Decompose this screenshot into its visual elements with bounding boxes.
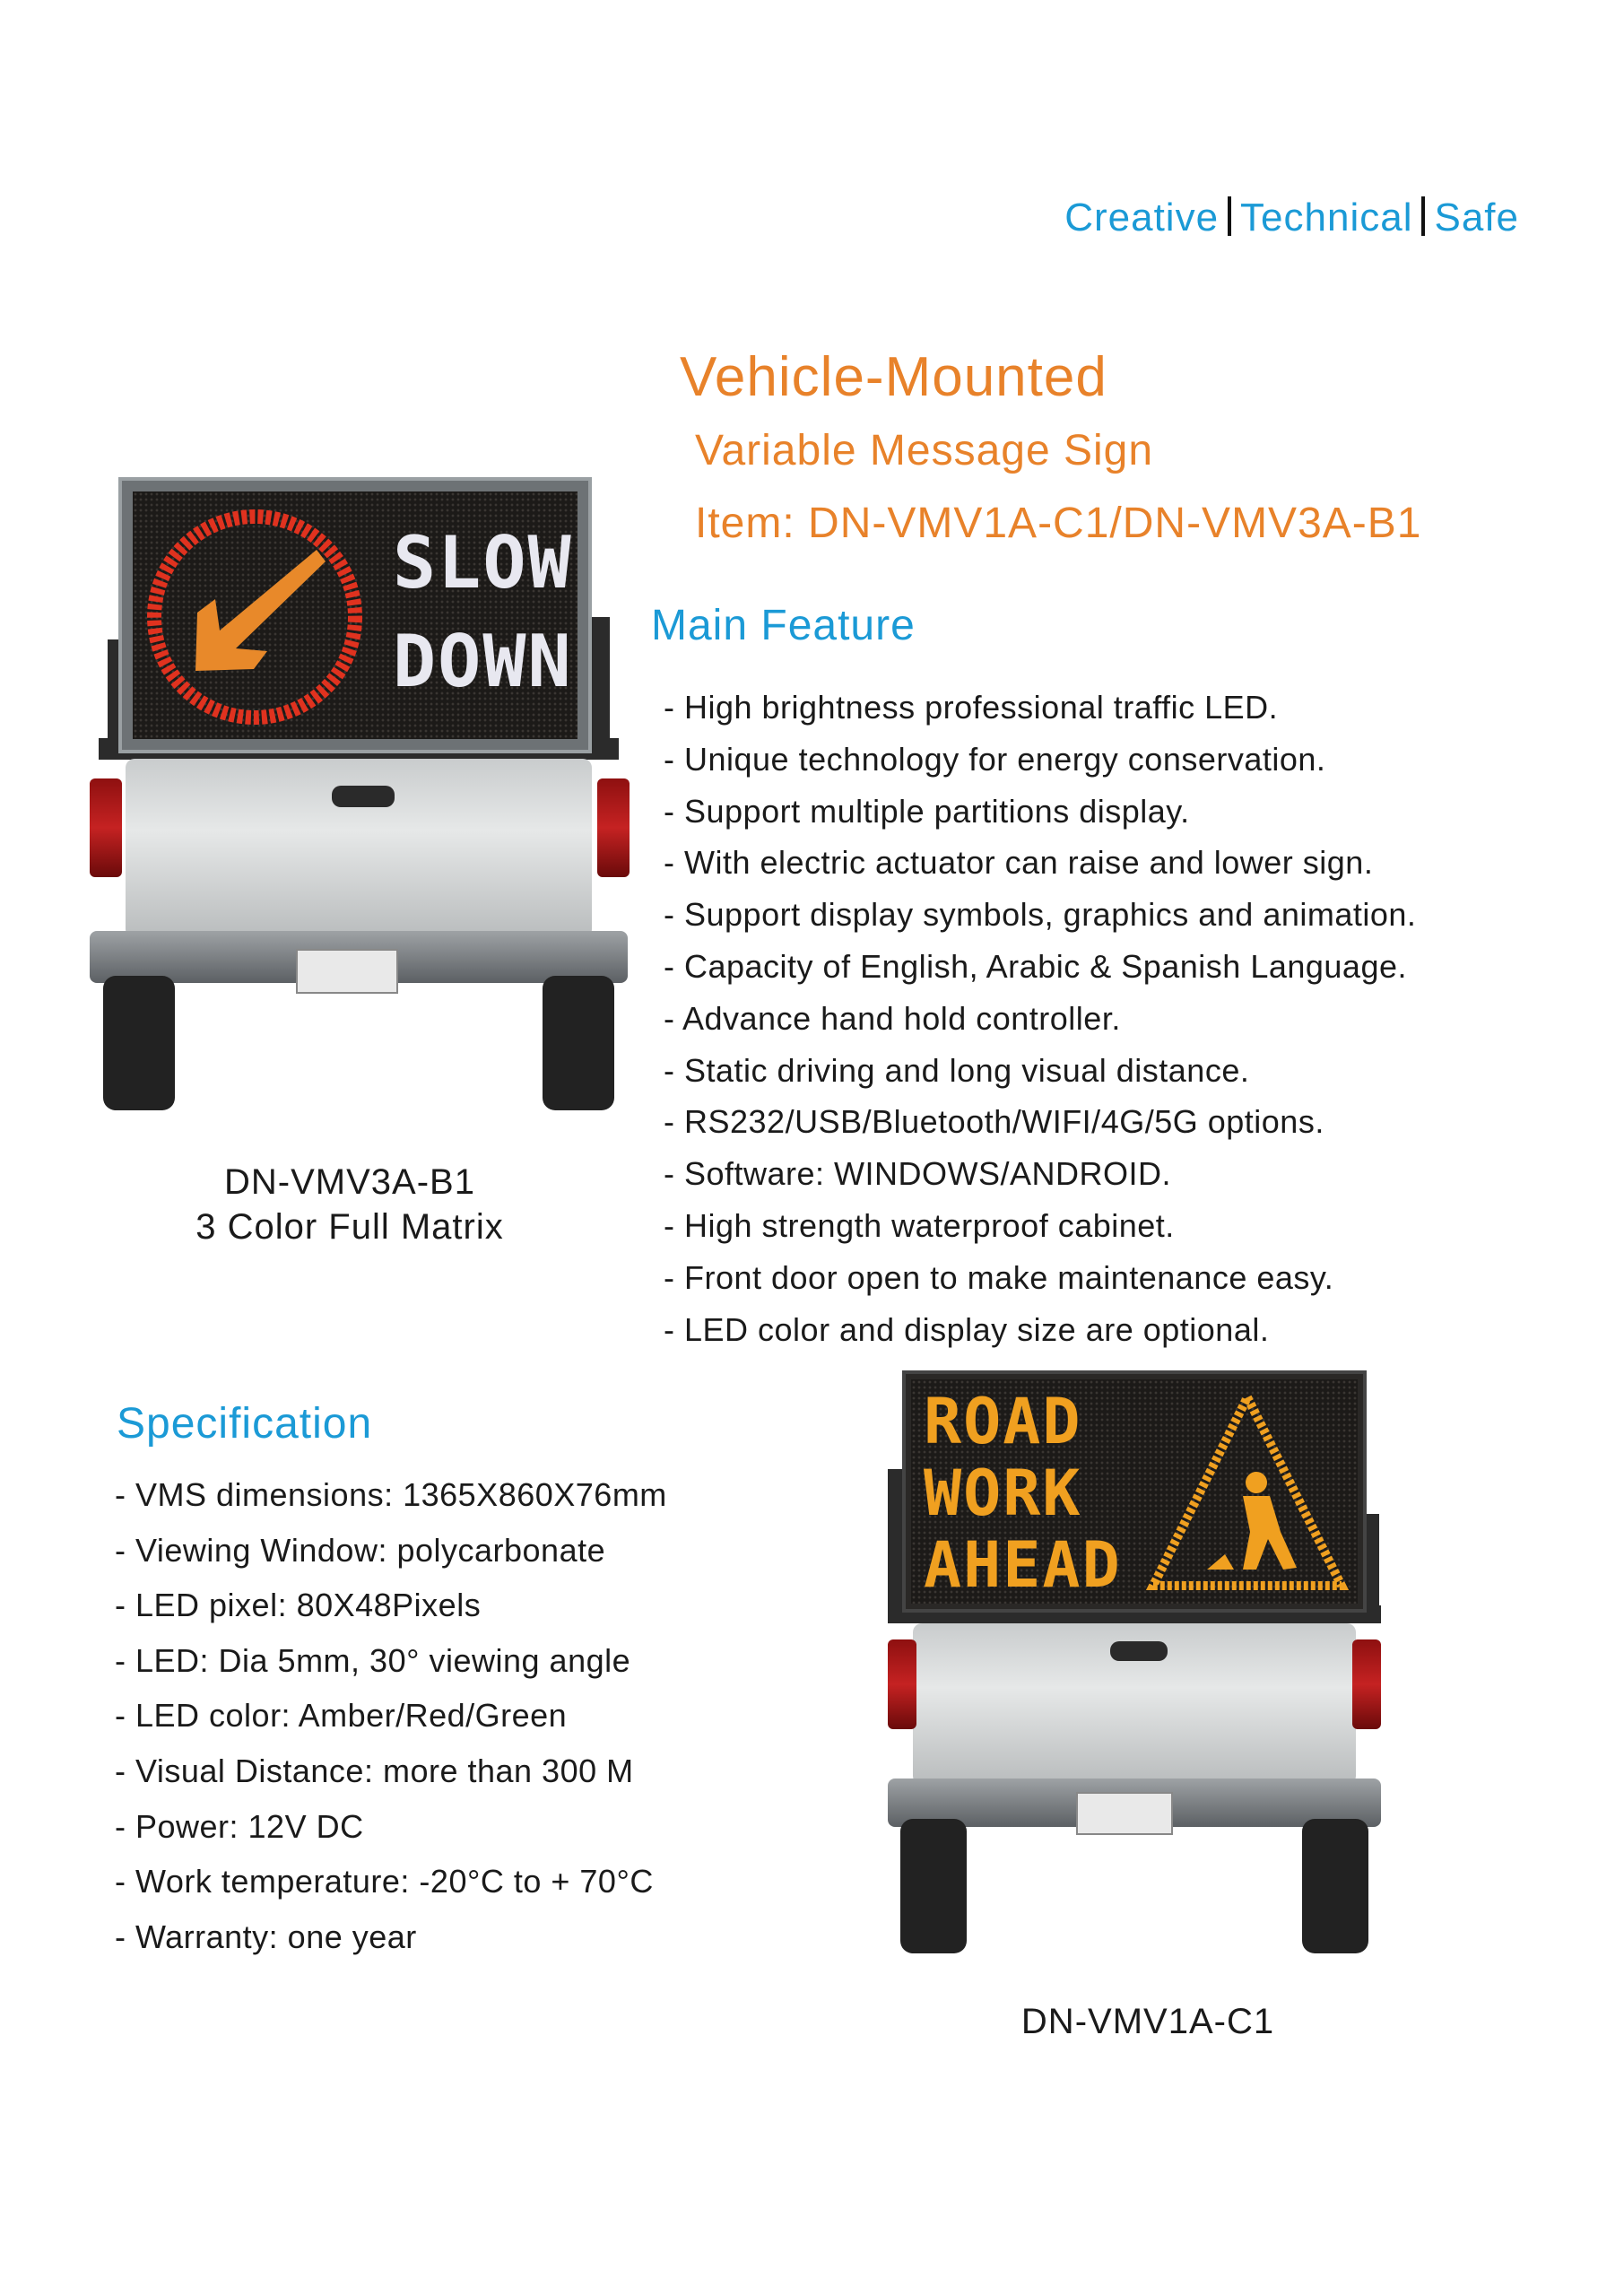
product-model-c1: DN-VMV1A-C1 — [1020, 2002, 1275, 2041]
rear-tire — [1302, 1819, 1368, 1953]
sign-rack — [592, 617, 610, 743]
sign-text-line: ROAD — [924, 1385, 1082, 1458]
spec-item: - Viewing Window: polycarbonate — [115, 1531, 606, 1569]
product-subtitle: Variable Message Sign — [695, 427, 1154, 474]
rear-tire — [103, 976, 175, 1110]
spec-item: - LED pixel: 80X48Pixels — [115, 1587, 482, 1624]
feature-list — [664, 682, 1416, 1355]
feature-item: - Advance hand hold controller. — [664, 999, 1121, 1037]
spec-item: - LED color: Amber/Red/Green — [115, 1697, 568, 1735]
tail-light — [1352, 1639, 1381, 1729]
road-work-triangle-icon — [911, 1379, 1358, 1604]
tagline-safe: Safe — [1434, 196, 1519, 239]
feature-item: - Unique technology for energy conservation. — [664, 740, 1326, 778]
tagline — [1064, 196, 1519, 240]
tagline-technical: Technical — [1240, 196, 1413, 239]
license-plate — [1076, 1792, 1173, 1835]
feature-item: - RS232/USB/Bluetooth/WIFI/4G/5G options. — [664, 1103, 1324, 1141]
tail-light — [888, 1639, 916, 1729]
license-plate — [296, 949, 398, 994]
rear-tire — [543, 976, 614, 1110]
feature-item: - Front door open to make maintenance easy. — [664, 1258, 1334, 1296]
spec-item: - Work temperature: -20°C to + 70°C — [115, 1863, 654, 1900]
rear-tire — [900, 1819, 967, 1953]
tail-light — [90, 778, 122, 877]
feature-item: - With electric actuator can raise and lower sign. — [664, 844, 1374, 882]
product-description-b1: 3 Color Full Matrix — [195, 1207, 504, 1247]
tailgate-handle — [332, 786, 395, 807]
spec-item: - Warranty: one year — [115, 1918, 417, 1955]
specification-list — [115, 1467, 667, 1964]
truck-tailgate — [913, 1623, 1356, 1785]
sign-text-line: SLOW — [393, 521, 573, 604]
main-feature-heading: Main Feature — [651, 602, 916, 649]
spec-item: - Power: 12V DC — [115, 1807, 364, 1845]
truck-image-b1 — [90, 474, 628, 1119]
feature-item: - High brightness professional traffic LED. — [664, 689, 1279, 726]
feature-item: - Support display symbols, graphics and animation. — [664, 896, 1417, 934]
tail-light — [597, 778, 630, 877]
feature-item: - Capacity of English, Arabic & Spanish Language. — [664, 947, 1407, 985]
spec-item: - LED: Dia 5mm, 30° viewing angle — [115, 1641, 631, 1679]
vms-sign-frame — [902, 1370, 1367, 1613]
feature-item: - LED color and display size are optional. — [664, 1310, 1270, 1348]
truck-image-c1 — [888, 1370, 1381, 1971]
led-screen — [133, 491, 578, 739]
specification-heading: Specification — [117, 1400, 373, 1448]
sign-text-line: WORK — [924, 1457, 1082, 1530]
product-model-b1: DN-VMV3A-B1 — [224, 1162, 475, 1202]
led-screen — [911, 1379, 1358, 1604]
tagline-divider — [1228, 196, 1231, 236]
sign-text-line: DOWN — [393, 620, 573, 703]
feature-item: - Software: WINDOWS/ANDROID. — [664, 1155, 1172, 1193]
truck-tailgate — [126, 759, 592, 938]
feature-item: - High strength waterproof cabinet. — [664, 1206, 1175, 1244]
spec-item: - Visual Distance: more than 300 M — [115, 1752, 634, 1789]
product-title: Vehicle-Mounted — [680, 346, 1107, 408]
feature-item: - Support multiple partitions display. — [664, 792, 1190, 830]
spec-item: - VMS dimensions: 1365X860X76mm — [115, 1476, 667, 1513]
tailgate-handle — [1110, 1641, 1168, 1661]
product-item-codes: Item: DN-VMV1A-C1/DN-VMV3A-B1 — [695, 500, 1422, 547]
feature-item: - Static driving and long visual distance. — [664, 1051, 1250, 1089]
vms-sign-frame — [118, 477, 592, 753]
tagline-creative: Creative — [1064, 196, 1220, 239]
tagline-divider — [1421, 196, 1425, 236]
sign-text-line: AHEAD — [924, 1528, 1122, 1602]
